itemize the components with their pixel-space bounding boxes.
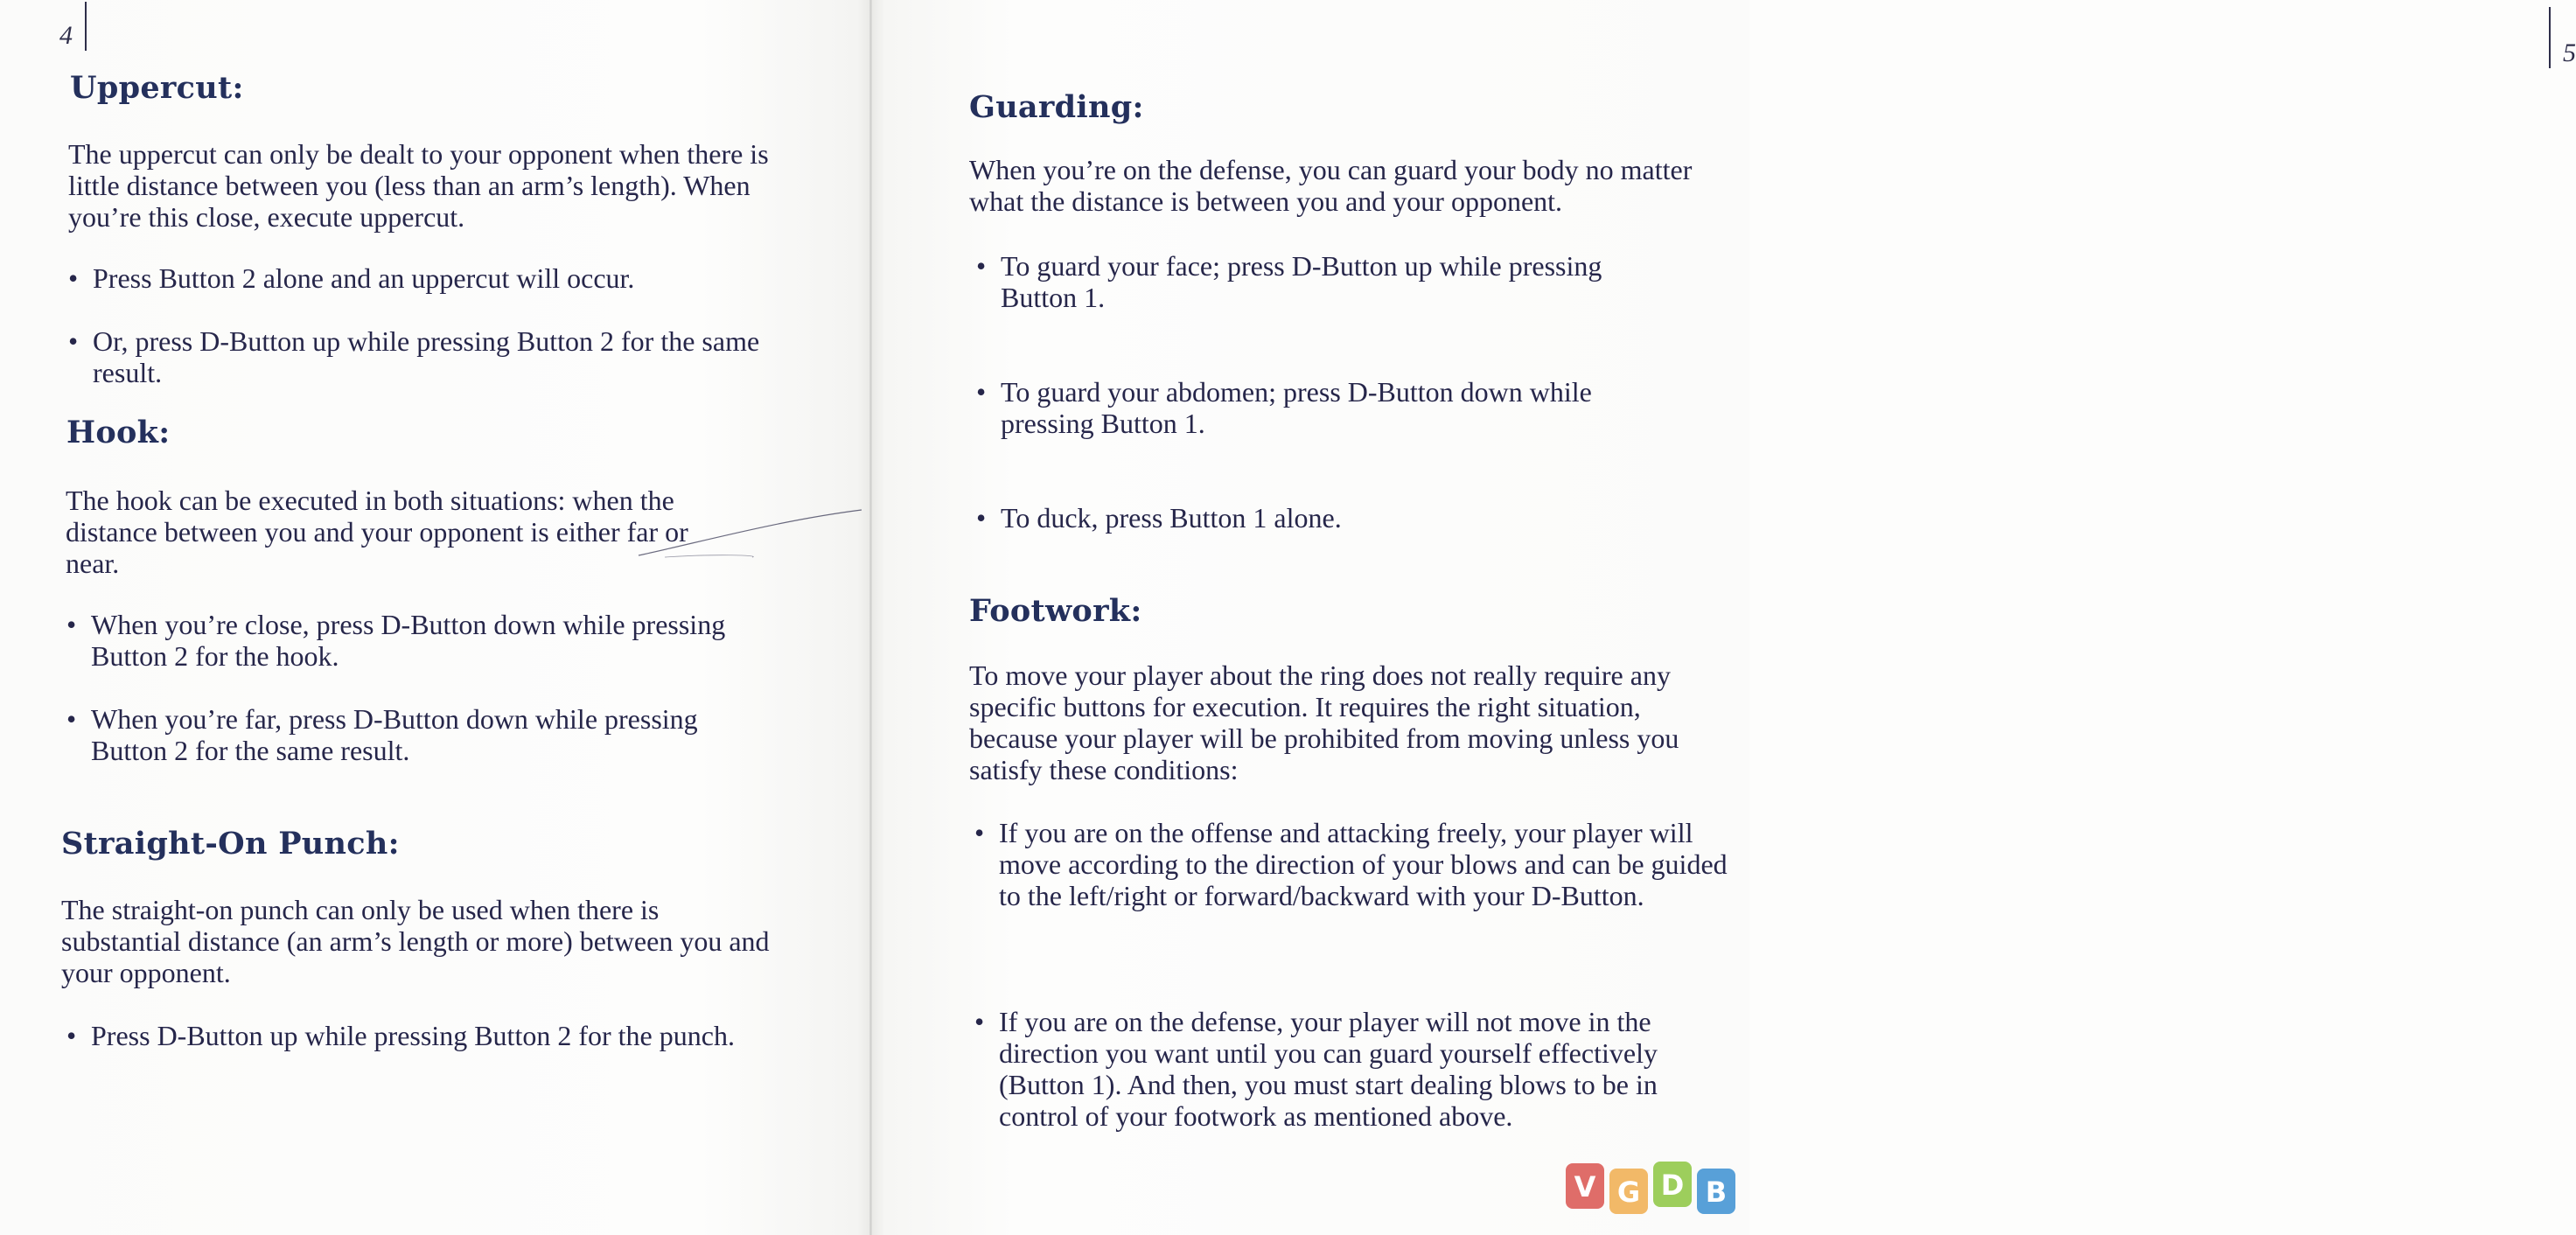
- vgdb-watermark-logo: [1566, 1160, 1741, 1216]
- watermark-letter-g: G: [1616, 1176, 1641, 1209]
- bullet-text: If you are on the offense and attacking freely, your player will move according to the direction of your blows and can be guided to the left/right or forward/backward with your D-Button.: [999, 817, 1728, 911]
- paragraph-hook: The hook can be executed in both situations: when the distance between you and your opponent is either far or near.: [66, 485, 688, 579]
- bullet-footwork-2: [974, 1006, 1716, 1132]
- bullet-text: Or, press D-Button up while pressing Button 2 for the same result.: [93, 325, 760, 388]
- watermark-letter-d: D: [1660, 1169, 1685, 1202]
- bullet-dot: •: [66, 703, 77, 735]
- bullet-dot: •: [974, 817, 985, 848]
- heading-straight-on-punch: Straight-On Punch:: [61, 826, 400, 862]
- bullet-dot: •: [66, 609, 77, 640]
- bullet-dot: •: [974, 1006, 985, 1037]
- paragraph-footwork: To move your player about the ring does not really require any specific buttons for execution. It requires the right situation, because your player will be prohibited from moving unless you satisfy these conditions:: [969, 659, 1679, 785]
- bullet-guarding-3: [976, 502, 1665, 534]
- folio-rule-left: [85, 2, 87, 51]
- heading-uppercut: Uppercut:: [70, 70, 244, 106]
- bullet-text: To guard your abdomen; press D-Button down while pressing Button 1.: [1001, 376, 1592, 439]
- bullet-text: Press D-Button up while pressing Button 2 for the punch.: [91, 1020, 735, 1051]
- paragraph-straight-on-punch: The straight-on punch can only be used when there is substantial distance (an arm’s length or more) between you and your opponent.: [61, 894, 770, 988]
- page-number-left: 4: [59, 21, 73, 50]
- bullet-dot: •: [66, 1020, 77, 1051]
- bullet-straight-on-punch-1: [66, 1020, 861, 1051]
- bullet-footwork-1: [974, 817, 1734, 911]
- bullet-dot: •: [976, 502, 987, 534]
- bullet-guarding-1: [976, 250, 1648, 313]
- pencil-mark: [630, 503, 866, 573]
- watermark-tile-b: [1697, 1169, 1735, 1214]
- bullet-dot: •: [976, 250, 987, 282]
- folio-rule-right: [2549, 7, 2551, 68]
- bullet-text: When you’re far, press D-Button down while pressing Button 2 for the same result.: [91, 703, 698, 766]
- watermark-letter-v: V: [1574, 1170, 1596, 1204]
- watermark-tile-d: [1653, 1162, 1692, 1207]
- bullet-dot: •: [68, 262, 79, 294]
- bullet-dot: •: [976, 376, 987, 408]
- bullet-text: If you are on the defense, your player will not move in the direction you want until you can guard yourself effectively (Button 1). And then, you must start dealing blows to be in control of your footwork as mentioned above.: [999, 1006, 1658, 1132]
- bullet-dot: •: [68, 325, 79, 357]
- heading-footwork: Footwork:: [969, 593, 1142, 629]
- book-spine-crease: [869, 0, 872, 1235]
- watermark-tile-v: [1566, 1163, 1604, 1209]
- bullet-text: To duck, press Button 1 alone.: [1001, 502, 1342, 534]
- heading-hook: Hook:: [66, 415, 171, 450]
- paragraph-guarding: When you’re on the defense, you can guard your body no matter what the distance is between you and your opponent.: [969, 154, 1693, 217]
- left-page: [0, 0, 870, 1235]
- bullet-text: When you’re close, press D-Button down while pressing Button 2 for the hook.: [91, 609, 726, 672]
- watermark-letter-b: B: [1705, 1176, 1728, 1209]
- watermark-tile-g: [1609, 1169, 1648, 1214]
- page-number-right: 5: [2563, 38, 2576, 67]
- bullet-guarding-2: [976, 376, 1665, 439]
- bullet-text: Press Button 2 alone and an uppercut will occur.: [93, 262, 635, 294]
- bullet-hook-2: [66, 703, 773, 766]
- bullet-uppercut-2: [68, 325, 775, 388]
- bullet-hook-1: [66, 609, 791, 672]
- bullet-text: To guard your face; press D-Button up while pressing Button 1.: [1001, 250, 1602, 313]
- heading-guarding: Guarding:: [969, 89, 1144, 125]
- paragraph-uppercut: The uppercut can only be dealt to your opponent when there is little distance between you (less than an arm’s length). When you’re this close, execute uppercut.: [68, 138, 769, 233]
- bullet-uppercut-1: [68, 262, 827, 294]
